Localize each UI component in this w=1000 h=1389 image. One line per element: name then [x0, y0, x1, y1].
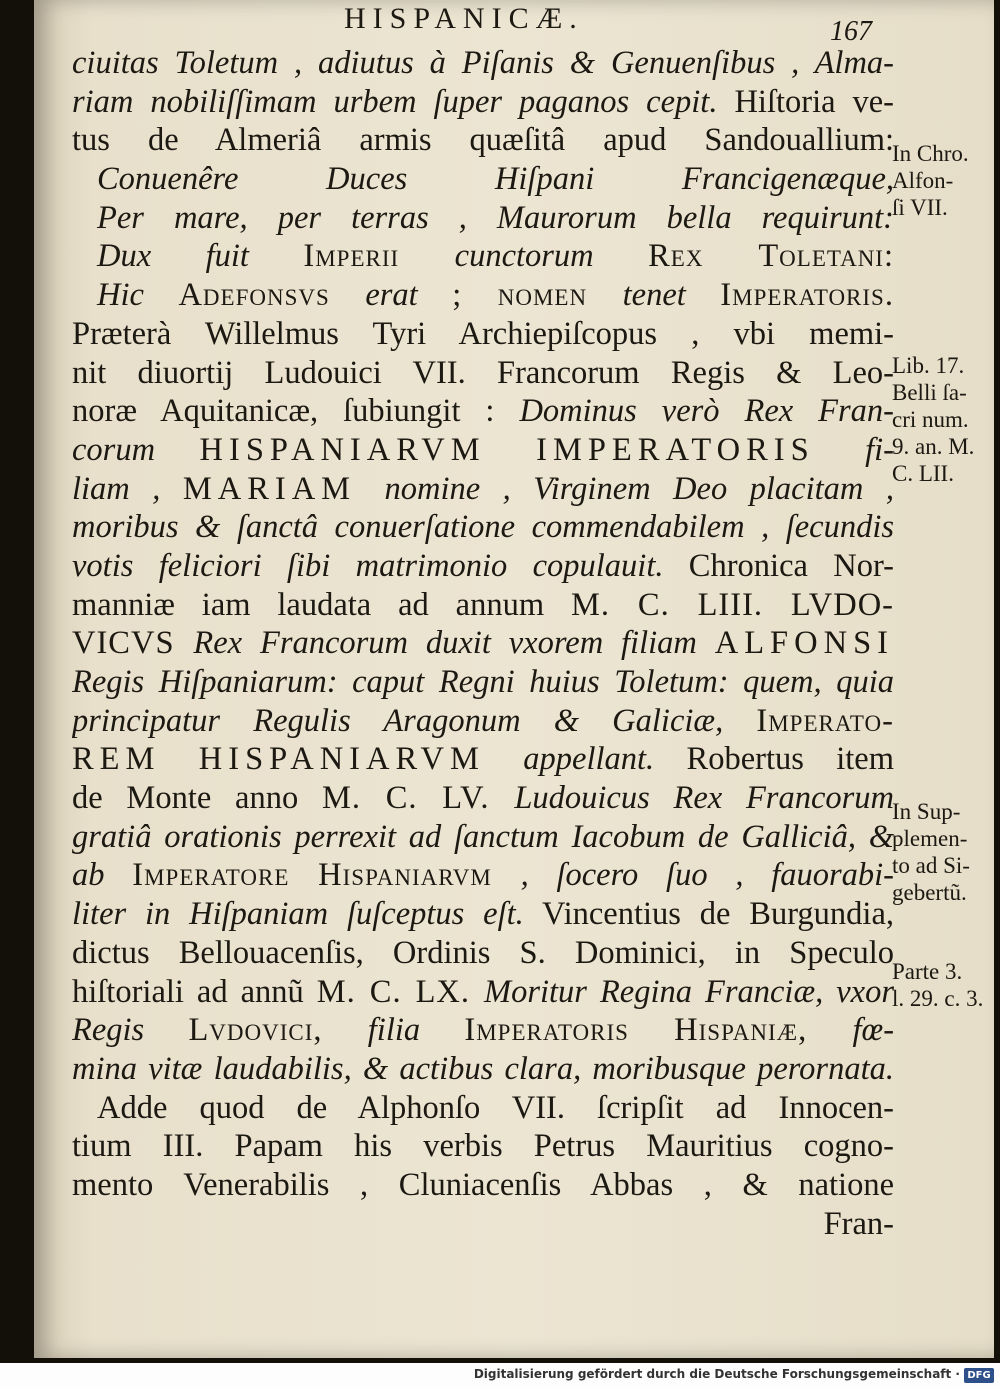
- margin-note-line: In Chro.: [892, 141, 969, 166]
- text-segment: Dominus verò Rex Fran-: [519, 393, 894, 430]
- text-segment: tenet: [622, 277, 721, 314]
- margin-note-line: ſi VII.: [892, 195, 948, 220]
- margin-note-line: Belli ſa-: [892, 380, 967, 405]
- text-segment: erat: [365, 277, 453, 314]
- text-segment: Conuenêre Duces Hiſpani Francigenæque,: [97, 161, 894, 198]
- text-segment: Præterà Willelmus Tyri Archiepiſcopus , vbi memi-: [72, 315, 894, 352]
- margin-note: [892, 798, 1000, 906]
- text-line: [72, 1089, 894, 1128]
- digitization-footer: [0, 1363, 1000, 1389]
- text-line: [72, 624, 894, 663]
- text-segment: appellant.: [523, 741, 655, 778]
- text-segment: Regis: [72, 1012, 189, 1049]
- text-segment: mina vitæ laudabilis, & actibus clara, moribusque perornata.: [72, 1050, 894, 1087]
- margin-note-line: l. 29. c. 3.: [892, 986, 984, 1011]
- text-segment: noræ Aquitanicæ, ſubiungit :: [72, 393, 520, 430]
- text-line: [72, 121, 894, 160]
- margin-note-line: gebertũ.: [892, 880, 967, 905]
- text-line: [72, 1205, 894, 1244]
- text-segment: Per mare, per terras , Maurorum bella requirunt:: [97, 199, 894, 236]
- text-segment: REM HISPANIARVM: [72, 741, 524, 778]
- text-line: [72, 973, 894, 1012]
- text-segment: ALFONSI: [714, 625, 894, 662]
- text-line: [72, 1127, 894, 1166]
- text-line: [72, 740, 894, 779]
- text-segment: mento Venerabilis , Cluniacenſis Abbas , & natione: [72, 1166, 894, 1203]
- text-segment: ciuitas Toletum , adiutus à Piſanis & Genuenſibus , Alma-: [72, 45, 894, 81]
- text-segment: de Monte anno: [72, 780, 322, 817]
- margin-note-line: Parte 3.: [892, 959, 963, 984]
- text-line: [72, 431, 894, 470]
- text-line: [72, 818, 894, 857]
- text-line: [72, 508, 894, 547]
- text-line: [72, 470, 894, 509]
- text-segment: Adefonsvs: [178, 277, 366, 314]
- text-line: [72, 547, 894, 586]
- page-number: 167: [830, 16, 872, 47]
- margin-note-line: In Sup-: [892, 799, 961, 824]
- funding-notice: Digitalisierung gefördert durch die Deutsche Forschungsgemeinschaft ·: [473, 1367, 960, 1381]
- text-segment: Rex Toletani:: [648, 238, 894, 275]
- text-line: [72, 1050, 894, 1089]
- text-line: [72, 392, 894, 431]
- text-line: [72, 44, 894, 83]
- text-segment: tus de Almeriâ armis quæſitâ apud Sandouallium:: [72, 122, 894, 159]
- text-segment: Imperatore Hispaniarvm: [132, 857, 521, 894]
- text-line: [72, 83, 894, 122]
- text-line: [72, 199, 894, 238]
- text-segment: M. C. LV.: [321, 780, 515, 817]
- text-segment: moribus & ſanctâ conuerſatione commendabilem , ſecundis: [72, 509, 894, 546]
- text-line: [72, 895, 894, 934]
- margin-note-line: Lib. 17.: [892, 353, 965, 378]
- text-segment: filia: [367, 1012, 465, 1049]
- text-segment: HISPANIARVM IMPERATORIS: [199, 431, 866, 468]
- text-segment: VICVS: [72, 625, 194, 662]
- text-segment: Moritur Regina Franciæ, vxor: [484, 973, 894, 1010]
- text-line: [72, 354, 894, 393]
- margin-note: [892, 958, 1000, 1012]
- text-line: [72, 702, 894, 741]
- text-segment: Adde quod de Alphonſo VII. ſcripſit ad Innocen-: [97, 1089, 894, 1126]
- text-line: [72, 856, 894, 895]
- margin-note: [892, 352, 1000, 487]
- text-segment: Dux fuit: [97, 238, 304, 275]
- text-segment: principatur Regulis Aragonum & Galiciæ,: [72, 702, 757, 739]
- text-segment: manniæ iam laudata ad annum: [72, 586, 571, 623]
- page-header: [54, 2, 914, 46]
- text-line: [72, 779, 894, 818]
- text-line: [72, 934, 894, 973]
- text-segment: Rex Francorum duxit vxorem filiam: [193, 625, 715, 662]
- margin-note-line: Alfon-: [892, 168, 954, 193]
- text-line: [72, 315, 894, 354]
- text-segment: Ludouicus Rex Francorum: [514, 780, 894, 817]
- text-line: [72, 1011, 894, 1050]
- text-line: [72, 663, 894, 702]
- text-segment: tium III. Papam his verbis Petrus Mauritius cogno-: [72, 1128, 894, 1165]
- text-segment: hiſtoriali ad annũ: [72, 973, 317, 1010]
- text-segment: Imperii: [303, 238, 455, 275]
- text-segment: liter in Hiſpaniam ſuſceptus eſt.: [72, 896, 524, 933]
- text-segment: corum: [72, 431, 200, 468]
- text-line: [72, 276, 894, 315]
- running-title: HISPANICÆ.: [344, 2, 584, 35]
- text-line: [72, 160, 894, 199]
- text-segment: nomine , Virginem Deo placitam ,: [384, 470, 894, 507]
- text-segment: M. C. LIII. LVDO-: [571, 586, 894, 623]
- text-segment: Robertus item: [654, 741, 894, 778]
- text-segment: Lvdovici,: [188, 1012, 368, 1049]
- text-segment: ab: [72, 857, 133, 894]
- text-line: [72, 586, 894, 625]
- text-segment: gratiâ orationis perrexit ad ſanctum Iacobum de Galliciâ, &: [72, 818, 894, 855]
- text-segment: Imperatoris.: [720, 277, 894, 314]
- text-segment: Hiſtoria ve-: [717, 83, 894, 120]
- main-text: [72, 44, 894, 1243]
- text-segment: Imperatoris Hispaniæ,: [464, 1012, 853, 1049]
- text-segment: MARIAM: [182, 470, 385, 507]
- margin-note-line: to ad Si-: [892, 853, 970, 878]
- text-segment: riam nobiliſſimam urbem ſuper paganos cepit.: [72, 83, 718, 120]
- text-segment: liam ,: [72, 470, 183, 507]
- margin-note: [892, 140, 1000, 221]
- text-segment: cunctorum: [454, 238, 649, 275]
- text-segment: Imperato-: [756, 702, 894, 739]
- text-line: [72, 237, 894, 276]
- text-segment: dictus Bellouacenſis, Ordinis S. Dominici, in Speculo: [72, 934, 894, 971]
- text-segment: M. C. LX.: [316, 973, 485, 1010]
- text-segment: votis feliciori ſibi matrimonio copulauit.: [72, 547, 664, 584]
- text-segment: Hic: [97, 277, 179, 314]
- text-line: [72, 1166, 894, 1205]
- text-segment: nit diuortij Ludouici VII. Francorum Regis & Leo-: [72, 354, 894, 391]
- text-segment: Chronica Nor-: [663, 547, 894, 584]
- text-segment: Regis Hiſpaniarum: caput Regni huius Toletum: quem, quia: [72, 664, 894, 700]
- text-segment: Vincentius de Burgundia,: [523, 896, 894, 933]
- text-segment: , ſocero ſuo , fauorabi-: [520, 857, 894, 894]
- text-segment: ; nomen: [452, 277, 623, 314]
- text-segment: Fran-: [823, 1205, 894, 1242]
- margin-note-line: C. LII.: [892, 461, 954, 486]
- margin-note-line: plemen-: [892, 826, 968, 851]
- text-segment: fi-: [865, 431, 894, 468]
- dfg-logo-icon: DFG: [964, 1368, 994, 1383]
- book-page: [34, 0, 994, 1358]
- text-segment: fœ-: [852, 1012, 894, 1049]
- margin-note-line: 9. an. M.: [892, 434, 975, 459]
- margin-note-line: cri num.: [892, 407, 969, 432]
